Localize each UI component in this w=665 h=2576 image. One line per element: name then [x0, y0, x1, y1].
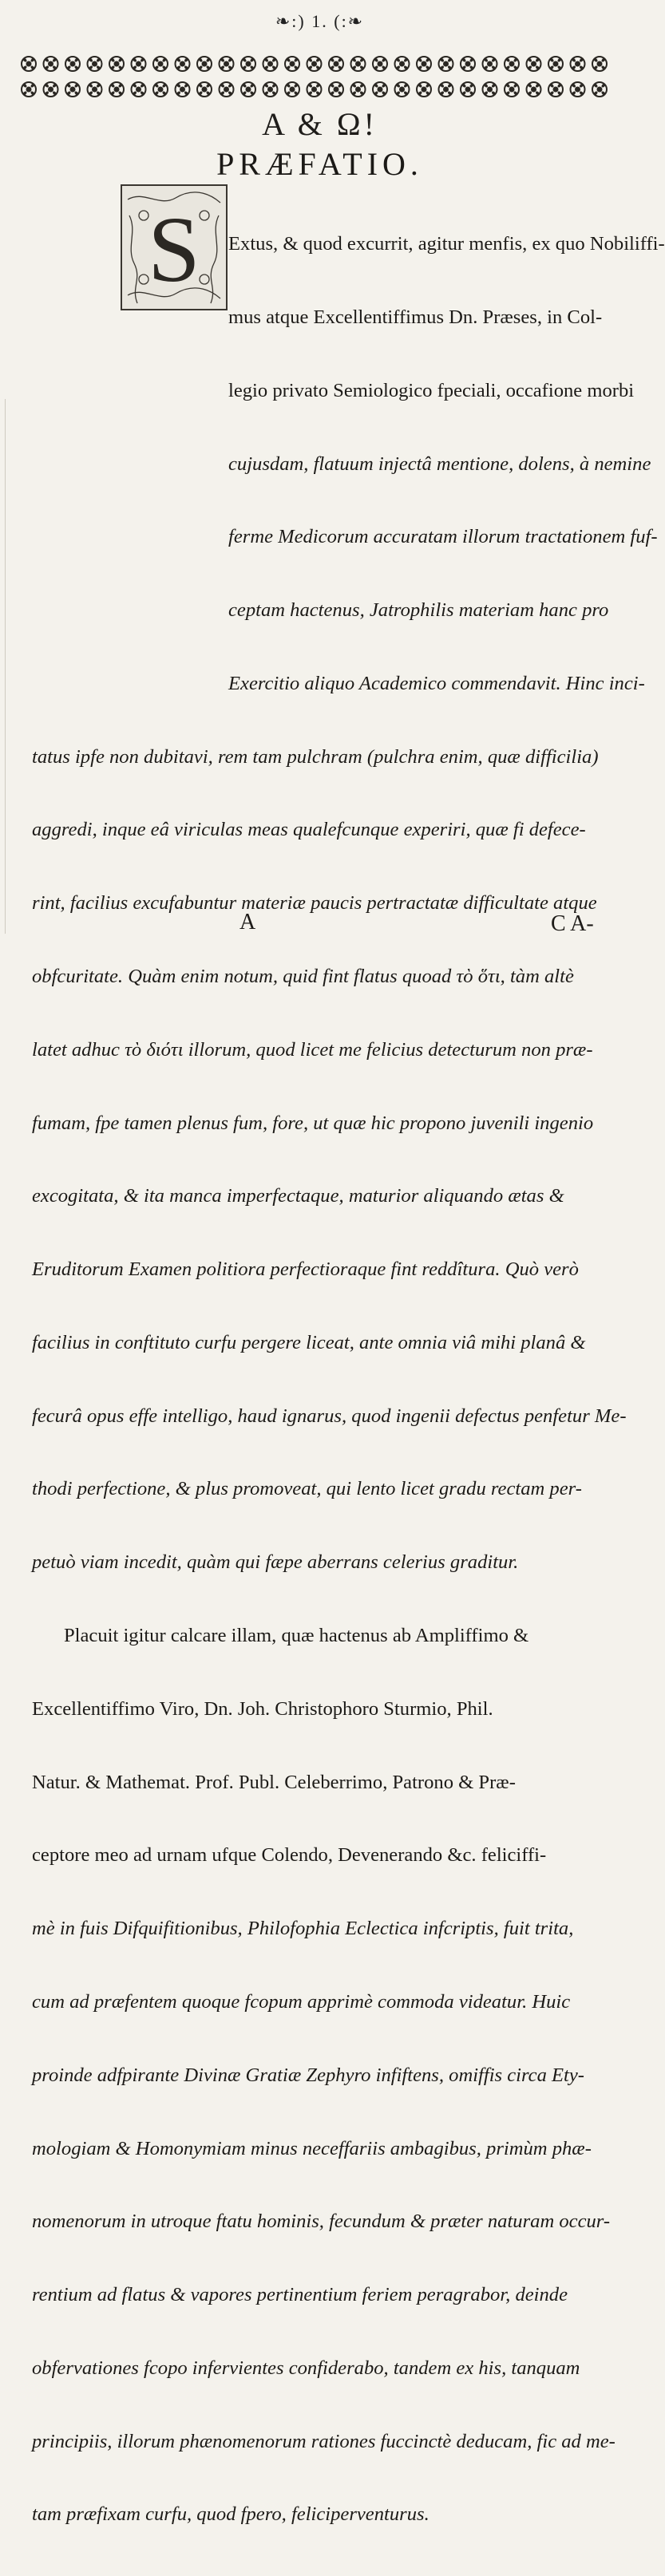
signature-mark: A	[239, 910, 256, 934]
text-line: ceptore meo ad urnam ufque Colendo, Devenerando &c. feliciffi-	[32, 1844, 547, 1867]
text-line: obfcuritate. Quàm enim notum, quid fint flatus quoad τὸ ὅτι, tàm altè	[32, 966, 574, 987]
text-line: Excellentiffimo Viro, Dn. Joh. Christophoro Sturmio, Phil.	[32, 1697, 493, 1720]
text-line: cum ad præfentem quoque fcopum apprimè commoda videatur. Huic	[32, 1990, 571, 2013]
ornament-center-icon	[465, 61, 471, 67]
text-line: excogitata, & ita manca imperfectaque, maturior aliquando ætas &	[32, 1185, 564, 1207]
text-line: nomenorum in utroque ftatu hominis, fecundum & præter naturam occur-	[32, 2211, 611, 2233]
invocation-heading: A & Ω!	[262, 106, 378, 142]
ornament-center-icon	[92, 61, 97, 67]
text-line: mologiam & Homonymiam minus neceffariis ambagibus, primùm phæ-	[32, 2137, 592, 2159]
ornament-center-icon	[443, 61, 449, 67]
ornament-center-icon	[311, 87, 317, 93]
ornament-center-icon	[422, 61, 427, 67]
ornament-center-icon	[202, 61, 208, 67]
ornament-center-icon	[290, 87, 295, 93]
text-line: legio privato Semiologico fpeciali, occafione morbi	[228, 379, 635, 401]
text-line: rint, facilius excufabuntur materiæ paucis pertractatæ difficultate atque	[32, 892, 597, 915]
text-line: petuò viam incedit, quàm qui fæpe aberrans celerius graditur.	[32, 1551, 519, 1574]
text-line: Natur. & Mathemat. Prof. Publ. Celeberrimo, Patrono & Præ-	[32, 1771, 516, 1793]
ornament-center-icon	[378, 61, 383, 67]
ornament-center-icon	[399, 87, 405, 93]
text-line: obfervationes fcopo infervientes confiderabo, tandem ex his, tanquam	[32, 2357, 580, 2379]
ornamental-border-icon	[18, 49, 623, 105]
ornament-center-icon	[246, 61, 251, 67]
ornament-center-icon	[422, 87, 427, 93]
ornament-center-icon	[48, 61, 53, 67]
text-line: latet adhuc τὸ διότι illorum, quod licet me felicius detecturum non præ-	[32, 1038, 593, 1061]
body-text	[32, 184, 665, 2576]
catchword: C A-	[551, 911, 594, 936]
ornament-center-icon	[443, 87, 449, 93]
ornament-center-icon	[378, 87, 383, 93]
text-line: tam præfixam curfu, quod fpero, feliciperventurus.	[32, 2503, 429, 2526]
ornament-center-icon	[355, 87, 361, 93]
ornament-center-icon	[202, 87, 208, 93]
text-line: Eruditorum Examen politiora perfectioraque fint reddîtura. Quò verò	[32, 1258, 579, 1281]
ornament-center-icon	[267, 87, 273, 93]
ornament-center-icon	[509, 87, 515, 93]
ornament-center-icon	[355, 61, 361, 67]
ornament-center-icon	[311, 61, 317, 67]
ornament-center-icon	[246, 87, 251, 93]
ornament-center-icon	[48, 87, 53, 93]
ornament-center-icon	[597, 61, 603, 67]
ornament-center-icon	[597, 87, 603, 93]
page-footer	[0, 910, 639, 937]
ornament-center-icon	[487, 87, 493, 93]
ornament-center-icon	[70, 87, 76, 93]
page-number: ❧:) 1. (:❧	[275, 11, 365, 31]
decorated-initial-icon	[120, 184, 228, 311]
initial-letter: S	[148, 197, 200, 302]
text-line: aggredi, inque eâ viriculas meas qualefcunque experiri, quæ fi defece-	[32, 819, 586, 841]
text-line: proinde adfpirante Divinæ Gratiæ Zephyro infiftens, omiffis circa Ety-	[32, 2064, 584, 2086]
ornament-center-icon	[114, 87, 120, 93]
text-line: Extus, & quod excurrit, agitur menfis, ex quo Nobiliffi-	[228, 233, 665, 255]
ornament-center-icon	[553, 87, 559, 93]
ornament-center-icon	[487, 61, 493, 67]
ornament-center-icon	[158, 61, 164, 67]
ornament-center-icon	[575, 87, 580, 93]
ornament-center-icon	[575, 61, 580, 67]
ornament-center-icon	[26, 87, 32, 93]
ornament-center-icon	[224, 61, 229, 67]
text-line: Placuit igitur calcare illam, quæ hactenus ab Ampliffimo &	[64, 1625, 529, 1647]
ornament-center-icon	[509, 61, 515, 67]
ornament-center-icon	[531, 87, 536, 93]
ornament-center-icon	[114, 61, 120, 67]
text-line: rentium ad flatus & vapores pertinentium feriem peragrabor, deinde	[32, 2284, 568, 2306]
ornament-center-icon	[70, 61, 76, 67]
text-line: tatus ipfe non dubitavi, rem tam pulchram (pulchra enim, quæ difficilia)	[32, 745, 599, 768]
ornament-center-icon	[26, 61, 32, 67]
text-line: facilius in conftituto curfu pergere liceat, ante omnia viâ mihi planâ &	[32, 1331, 586, 1353]
ornament-center-icon	[92, 87, 97, 93]
ornament-center-icon	[158, 87, 164, 93]
ornament-center-icon	[136, 87, 141, 93]
section-title: PRÆFATIO.	[216, 146, 423, 182]
ornament-center-icon	[334, 61, 339, 67]
ornament-center-icon	[334, 87, 339, 93]
ornament-center-icon	[553, 61, 559, 67]
text-line: fecurâ opus effe intelligo, haud ignarus, quod ingenii defectus penfetur Me-	[32, 1405, 627, 1427]
text-line: principiis, illorum phænomenorum rationes fuccinctè deducam, fic ad me-	[32, 2430, 616, 2452]
text-line: cujusdam, flatuum injectâ mentione, dolens, à nemine	[228, 452, 651, 475]
text-line: ceptam hactenus, Jatrophilis materiam hanc pro	[228, 599, 609, 622]
ornament-center-icon	[399, 61, 405, 67]
text-line: mus atque Excellentiffimus Dn. Præses, in Col-	[228, 306, 603, 328]
page-edge-divider	[5, 399, 6, 934]
text-line: mè in fuis Difquifitionibus, Philofophia Eclectica infcriptis, fuit trita,	[32, 1918, 574, 1940]
text-line: Exercitio aliquo Academico commendavit. Hinc inci-	[228, 672, 645, 694]
text-line: thodi perfectione, & plus promoveat, qui lento licet gradu rectam per-	[32, 1478, 582, 1500]
text-line: fumam, fpe tamen plenus fum, fore, ut quæ hic propono juvenili ingenio	[32, 1112, 594, 1134]
text-line: ferme Medicorum accuratam illorum tractationem fuf-	[228, 526, 658, 548]
ornament-center-icon	[465, 87, 471, 93]
ornament-center-icon	[180, 87, 185, 93]
ornament-center-icon	[224, 87, 229, 93]
ornament-center-icon	[136, 61, 141, 67]
ornament-center-icon	[180, 61, 185, 67]
ornament-center-icon	[531, 61, 536, 67]
ornament-center-icon	[267, 61, 273, 67]
ornament-center-icon	[290, 61, 295, 67]
